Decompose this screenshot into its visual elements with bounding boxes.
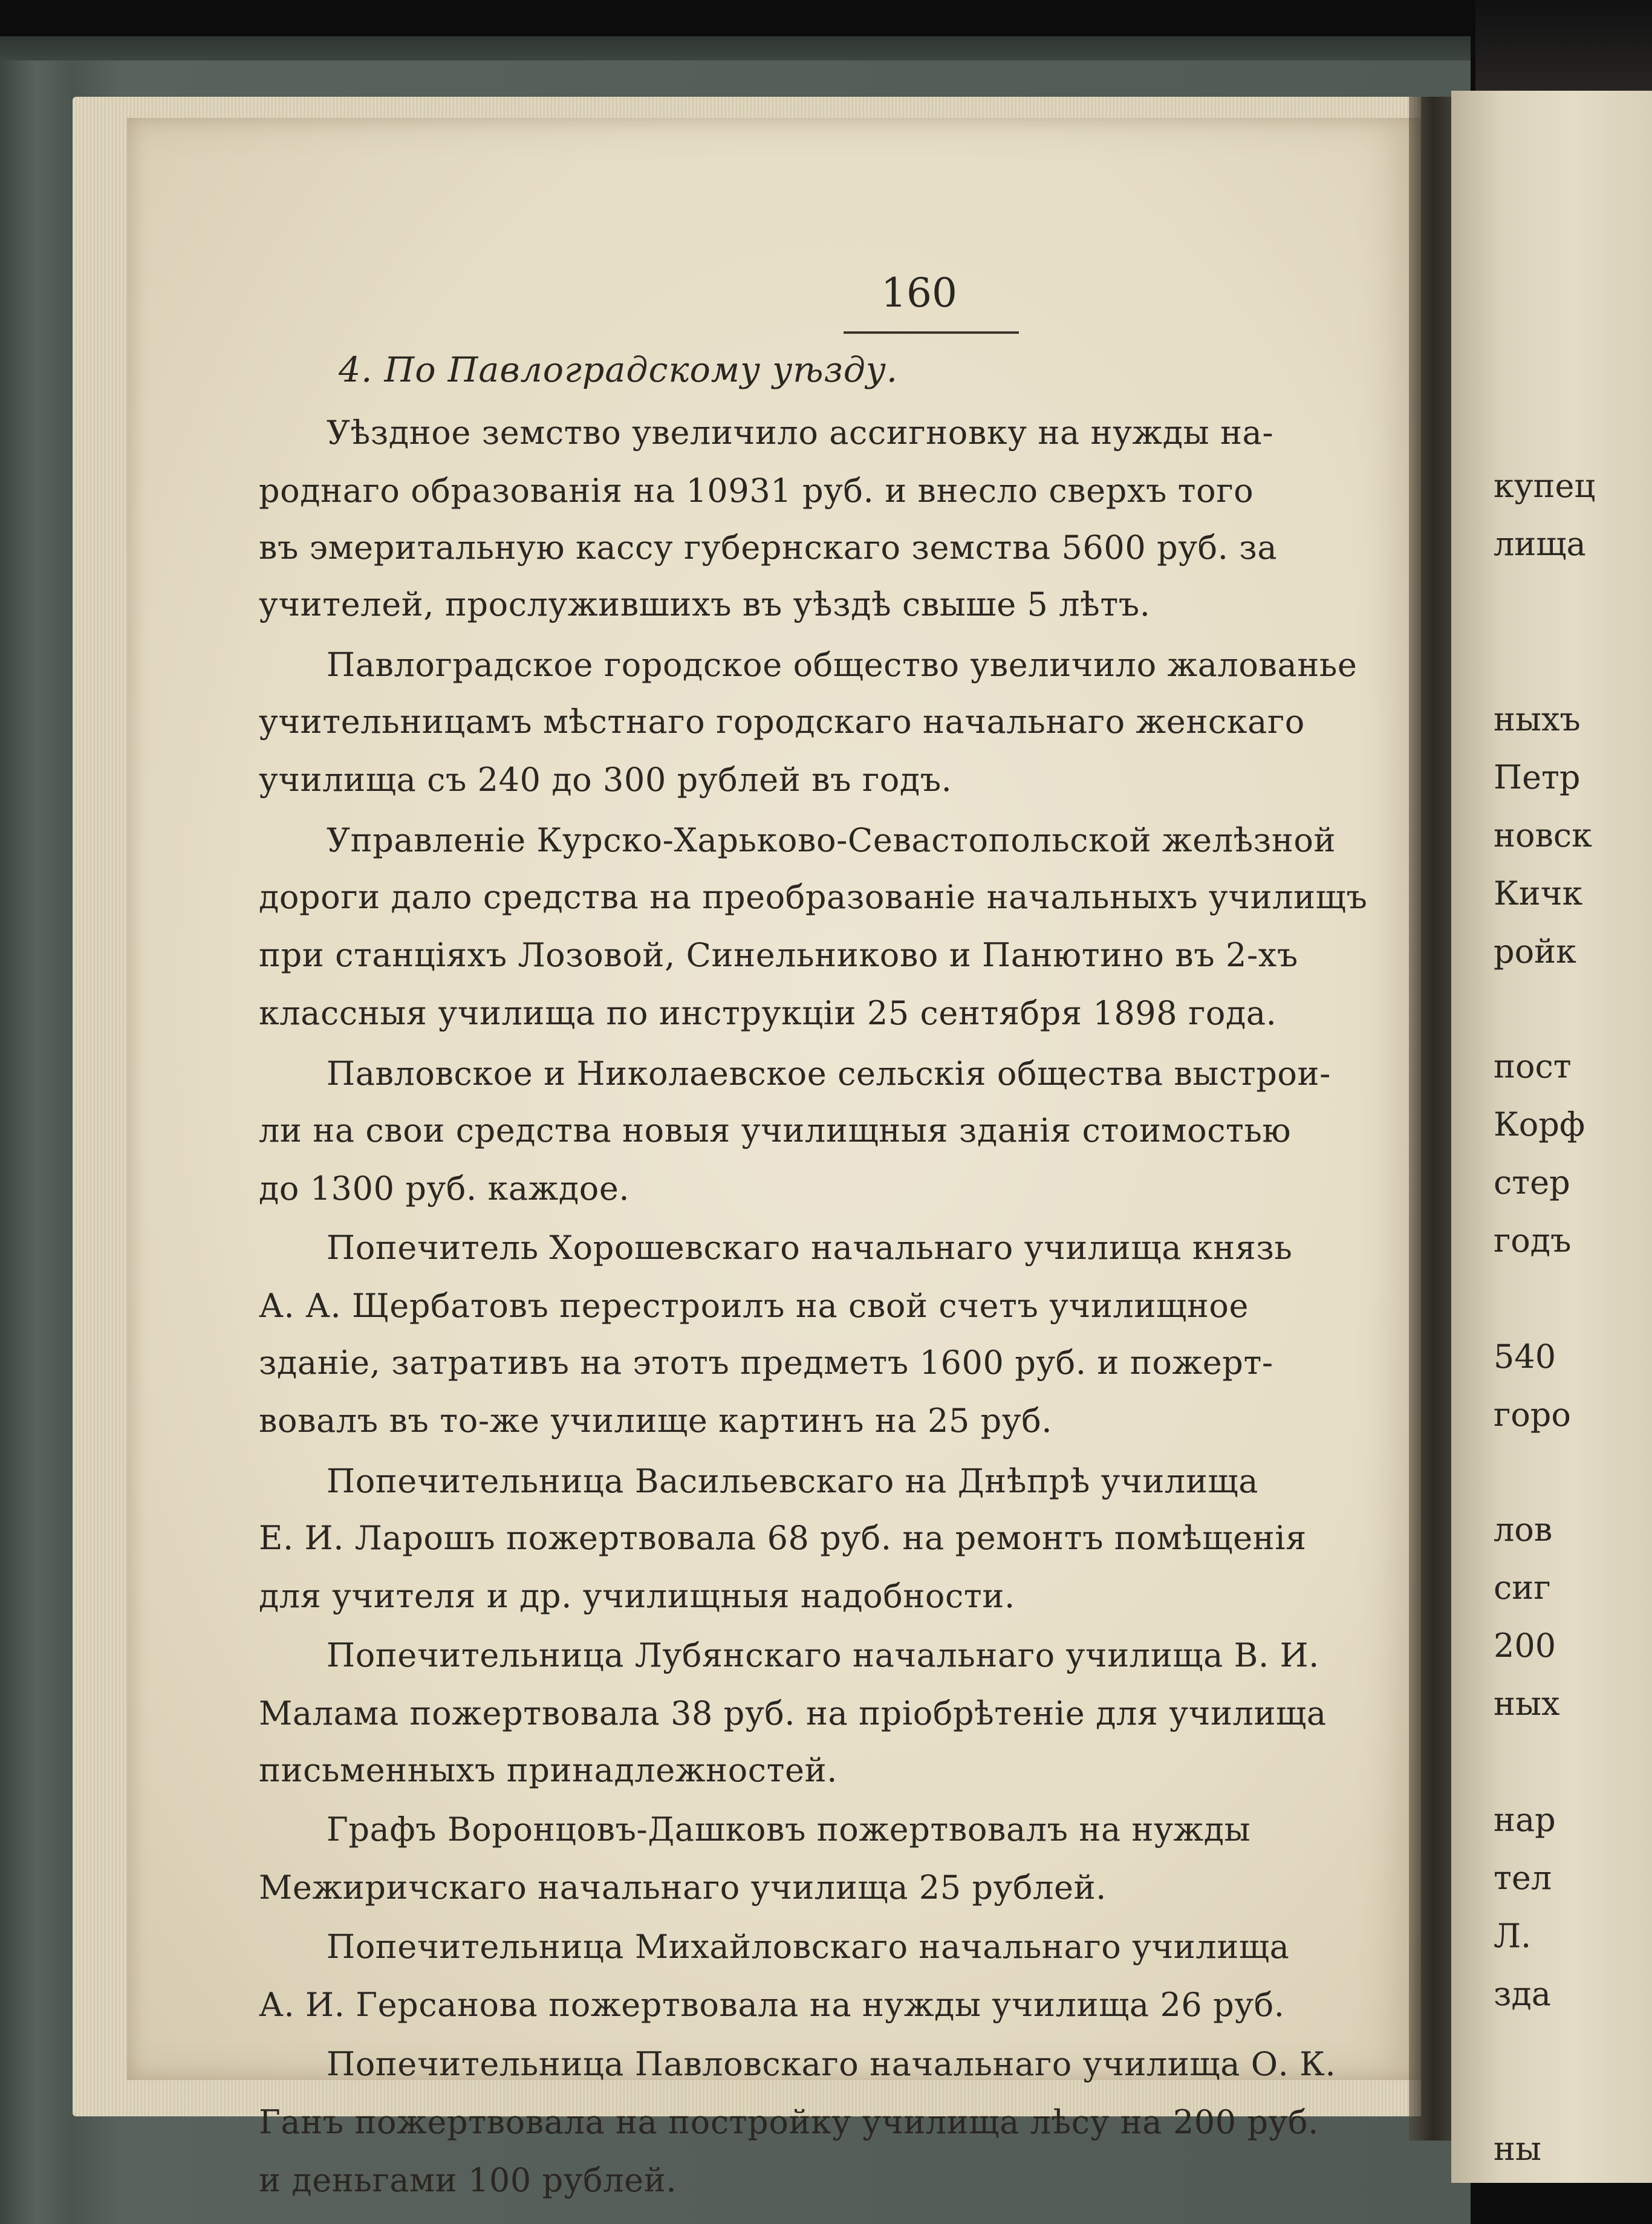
text-line: роднаго образованія на 10931 руб. и внесло сверхъ того: [259, 472, 1254, 510]
facing-page-fragment: новск: [1494, 816, 1592, 854]
text-line: Попечительница Павловскаго начальнаго училища О. К.: [327, 2045, 1336, 2083]
text-line: для учителя и др. училищныя надобности.: [259, 1577, 1015, 1615]
facing-page-fragment: горо: [1494, 1396, 1571, 1434]
facing-page-fragment: сиг: [1494, 1569, 1551, 1607]
text-line: письменныхъ принадлежностей.: [259, 1751, 837, 1789]
text-line: зданіе, затративъ на этотъ предметъ 1600 руб. и пожерт-: [259, 1344, 1273, 1382]
text-line: училища съ 240 до 300 рублей въ годъ.: [259, 761, 952, 799]
facing-page-fragment: купец: [1494, 467, 1596, 505]
facing-page-fragment: ныхъ: [1494, 700, 1581, 738]
facing-page-fragment: стер: [1494, 1163, 1570, 1201]
facing-page-fragment: 540: [1494, 1338, 1556, 1376]
facing-page-fragment: зда: [1494, 1975, 1551, 2013]
text-line: ли на свои средства новыя училищныя зданія стоимостью: [259, 1111, 1292, 1149]
text-line: Ганъ пожертвовала на постройку училища лѣсу на 200 руб.: [259, 2103, 1319, 2141]
text-line: и деньгами 100 рублей.: [259, 2161, 677, 2199]
text-line: Уѣздное земство увеличило ассигновку на нужды на-: [327, 414, 1274, 452]
text-line: Попечительница Лубянскаго начальнаго училища В. И.: [327, 1636, 1319, 1674]
text-line: дороги дало средства на преобразованіе начальныхъ училищъ: [259, 878, 1368, 916]
facing-page-fragment: Кичк: [1494, 874, 1583, 912]
text-line: при станціяхъ Лозовой, Синельниково и Панютино въ 2-хъ: [259, 936, 1298, 974]
text-line: учителей, прослужившихъ въ уѣздѣ свыше 5 лѣтъ.: [259, 585, 1151, 623]
facing-page-fragment: 200: [1494, 1627, 1556, 1665]
text-line: Е. И. Ларошъ пожертвовала 68 руб. на ремонтъ помѣщенія: [259, 1519, 1307, 1557]
facing-page-fragment: пост: [1494, 1047, 1572, 1085]
text-line: Попечитель Хорошевскаго начальнаго училища князь: [327, 1229, 1293, 1267]
page-number: 160: [881, 270, 957, 316]
text-line: вовалъ въ то-же училище картинъ на 25 руб.: [259, 1402, 1053, 1440]
facing-page-fragment: нар: [1494, 1801, 1556, 1839]
background-top: [1475, 0, 1652, 103]
text-line: А. И. Герсанова пожертвовала на нужды училища 26 руб.: [259, 1986, 1285, 2024]
text-line: классныя училища по инструкціи 25 сентября 1898 года.: [259, 994, 1277, 1032]
facing-page-fragment: годъ: [1494, 1221, 1572, 1260]
text-line: Попечительница Васильевскаго на Днѣпрѣ училища: [327, 1462, 1259, 1500]
text-line: Павлоградское городское общество увеличило жалованье: [327, 646, 1358, 684]
text-line: Межиричскаго начальнаго училища 25 рублей.: [259, 1868, 1107, 1907]
facing-page-fragment: Петр: [1494, 758, 1581, 796]
section-heading: 4. По Павлоградскому уѣзду.: [339, 350, 899, 390]
text-line: Малама пожертвовала 38 руб. на пріобрѣтеніе для училища: [259, 1694, 1327, 1732]
text-line: А. А. Щербатовъ перестроилъ на свой счетъ училищное: [259, 1287, 1249, 1325]
text-line: до 1300 руб. каждое.: [259, 1169, 630, 1208]
text-line: Павловское и Николаевское сельскія общества выстрои-: [327, 1055, 1331, 1093]
facing-page-fragment: тел: [1494, 1859, 1552, 1897]
text-line: Управленіе Курско-Харьково-Севастопольской желѣзной: [327, 821, 1336, 859]
text-line: въ эмеритальную кассу губернскаго земства 5600 руб. за: [259, 528, 1278, 567]
facing-page-fragment: Л.: [1494, 1917, 1532, 1955]
text-line: Графъ Воронцовъ-Дашковъ пожертвовалъ на нужды: [327, 1810, 1251, 1848]
facing-page-fragment: ройк: [1494, 932, 1576, 971]
facing-page-fragment: Корф: [1494, 1105, 1585, 1143]
text-line: учительницамъ мѣстнаго городскаго начальнаго женскаго: [259, 703, 1305, 741]
facing-page-fragment: ных: [1494, 1685, 1560, 1723]
page-number-rule: [844, 331, 1019, 334]
facing-page-fragment: ны: [1494, 2130, 1541, 2168]
facing-page-fragment: лов: [1494, 1510, 1553, 1549]
facing-page-fragment: лища: [1494, 525, 1586, 563]
text-line: Попечительница Михайловскаго начальнаго училища: [327, 1928, 1290, 1966]
